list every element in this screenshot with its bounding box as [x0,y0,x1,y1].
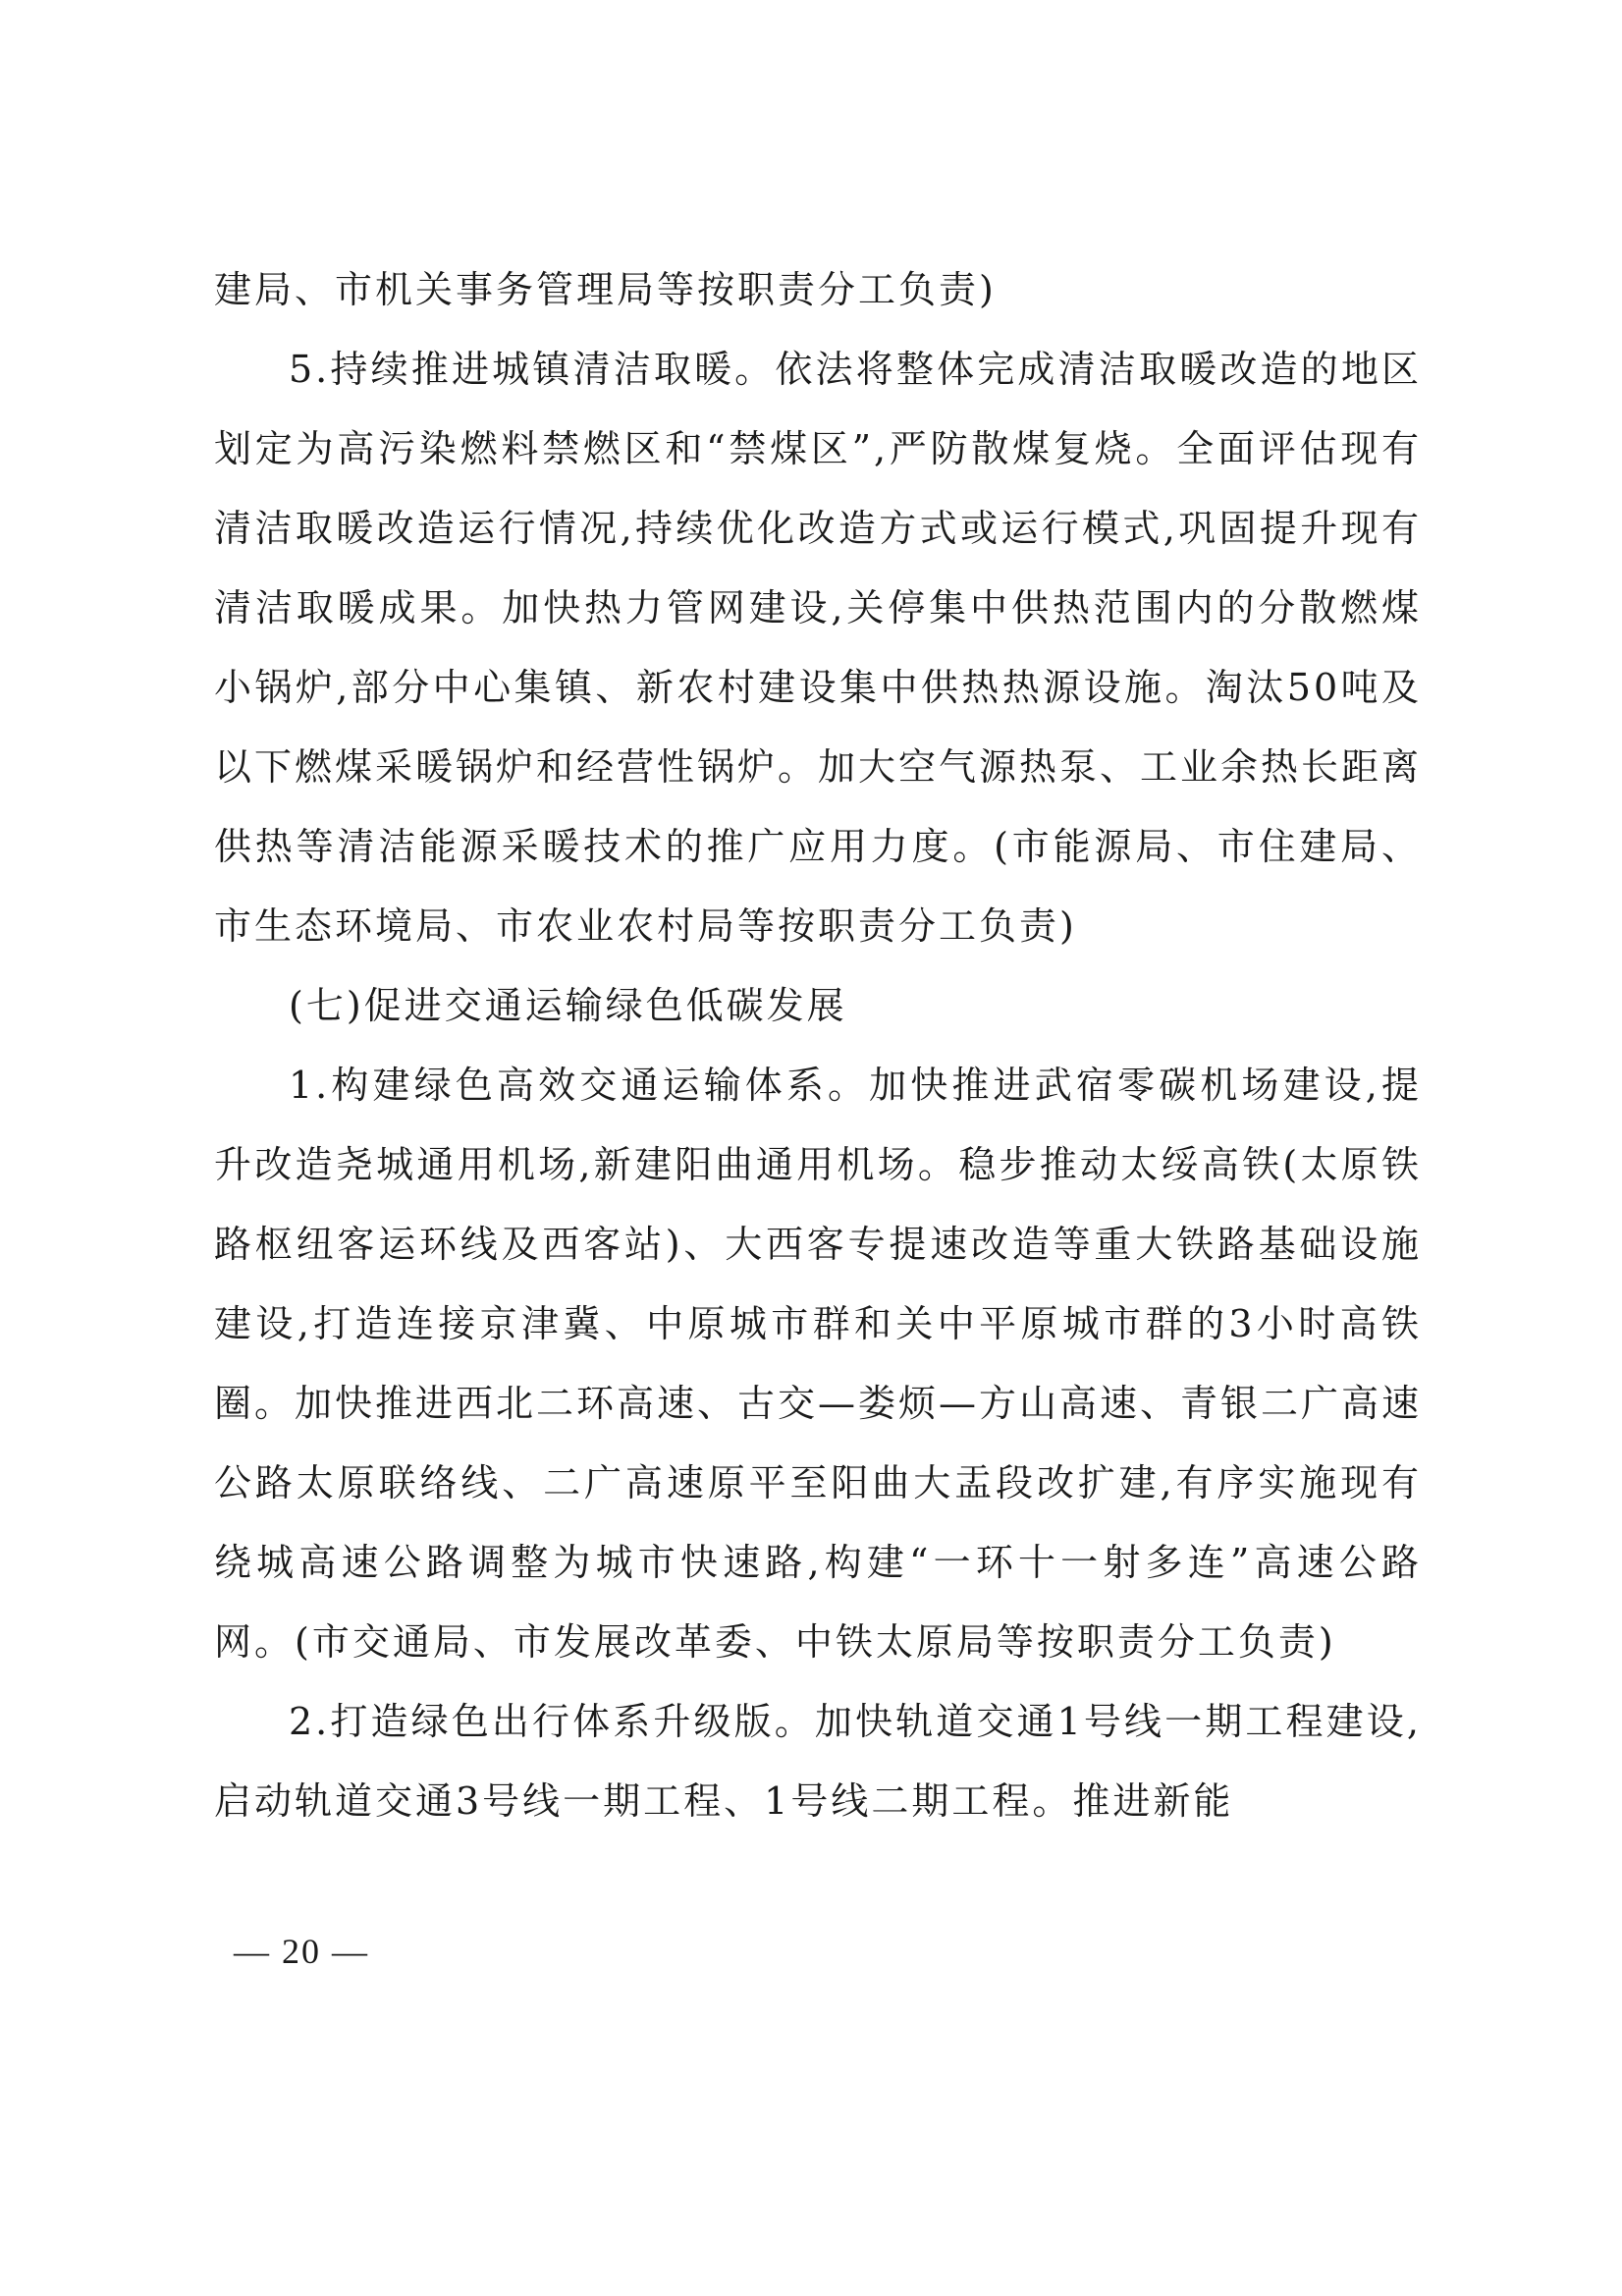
section-heading: (七)促进交通运输绿色低碳发展 [289,984,847,1027]
paragraph-item-1: 1.构建绿色高效交通运输体系。加快推进武宿零碳机场建设,提升改造尧城通用机场,新建阳曲通用机场。稳步推动太绥高铁(太原铁路枢纽客运环线及西客站)、大西客专提速改造等重大铁路基础设施建设,打造连接京津冀、中原城市群和关中平原城市群的3小时高铁圈。加快推进西北二环高速、古交—娄烦—方山高速、青银二广高速公路太原联络线、二广高速原平至阳曲大盂段改扩建,有序实施现有绕城高速公路调整为城市快速路,构建“一环十一射多连”高速公路网。(市交通局、市发展改革委、中铁太原局等按职责分工负责) [214,1064,1423,1664]
page-number: — 20 — [234,1932,369,1971]
document-body [214,250,1422,1841]
paragraph-continuation: 建局、市机关事务管理局等按职责分工负责) [214,268,997,311]
paragraph-item-2: 2.打造绿色出行体系升级版。加快轨道交通1号线一期工程建设,启动轨道交通3号线一期工程、1号线二期工程。推进新能 [214,1700,1422,1823]
paragraph-item-5: 5.持续推进城镇清洁取暖。依法将整体完成清洁取暖改造的地区划定为高污染燃料禁燃区和“禁煤区”,严防散煤复烧。全面评估现有清洁取暖改造运行情况,持续优化改造方式或运行模式,巩固提升现有清洁取暖成果。加快热力管网建设,关停集中供热范围内的分散燃煤小锅炉,部分中心集镇、新农村建设集中供热热源设施。淘汰50吨及以下燃煤采暖锅炉和经营性锅炉。加大空气源热泵、工业余热长距离供热等清洁能源采暖技术的推广应用力度。(市能源局、市住建局、市生态环境局、市农业农村局等按职责分工负责) [214,348,1423,948]
